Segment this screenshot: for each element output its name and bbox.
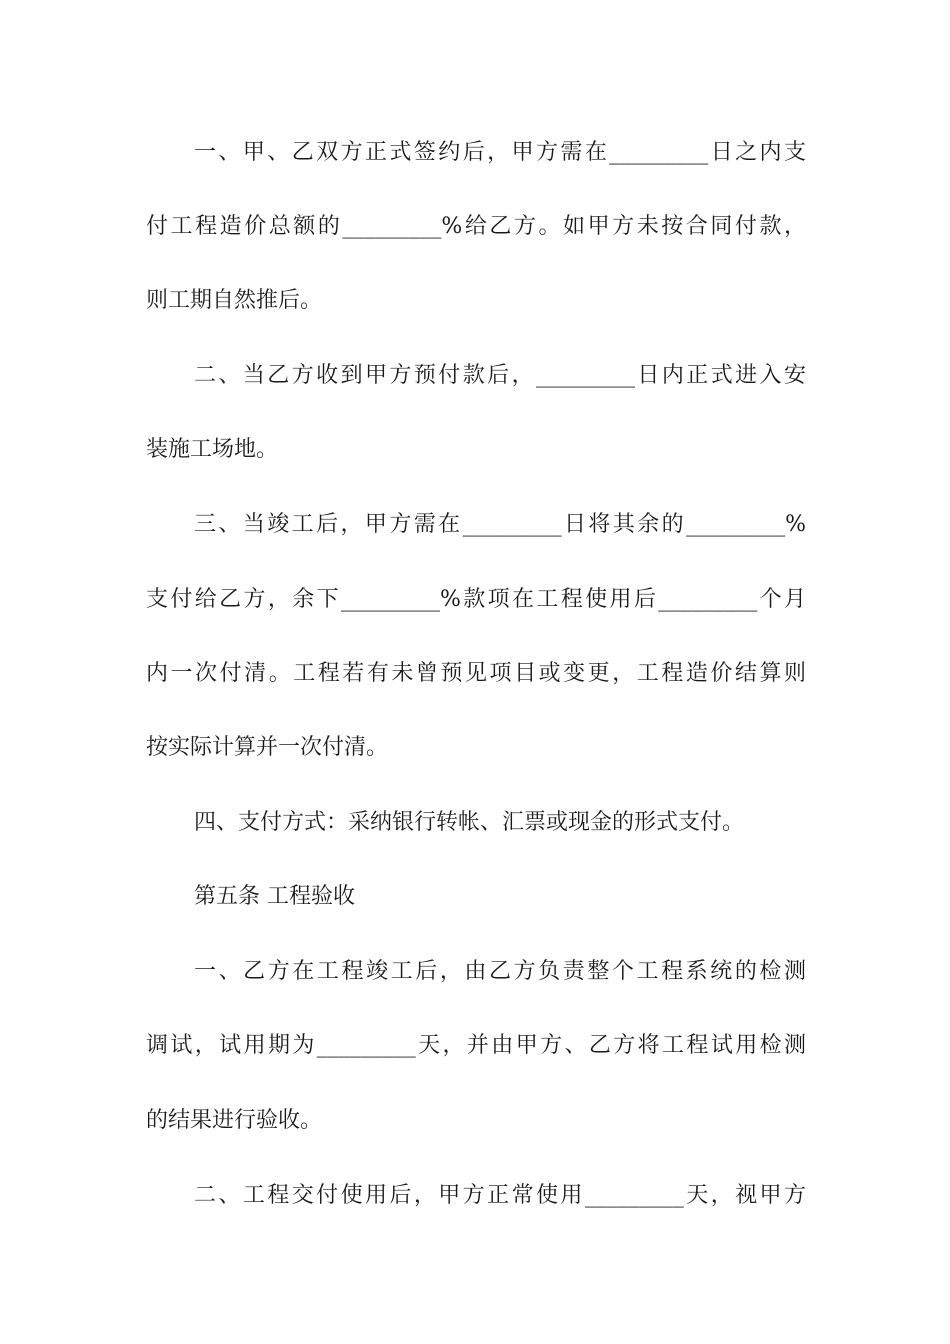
clause-1-line-1: 一、甲、乙双方正式签约后，甲方需在_________日之内支 bbox=[194, 140, 806, 165]
clause-2-line-1: 二、当乙方收到甲方预付款后，_________日内正式进入安 bbox=[194, 363, 806, 388]
clause-2-line-2: 装施工场地。 bbox=[146, 437, 279, 462]
clause-3-line-3: 内一次付清。工程若有未曾预见项目或变更，工程造价结算则 bbox=[146, 661, 806, 686]
acceptance-1-line-2: 调试，试用期为_________天，并由甲方、乙方将工程试用检测 bbox=[146, 1033, 806, 1058]
clause-3-line-1: 三、当竣工后，甲方需在_________日将其余的_________% bbox=[194, 512, 806, 537]
clause-3-line-2: 支付给乙方，余下_________%款项在工程使用后_________个月 bbox=[146, 587, 806, 612]
clause-3-line-4: 按实际计算并一次付清。 bbox=[146, 735, 389, 760]
acceptance-2-line-1: 二、工程交付使用后，甲方正常使用_________天，视甲方 bbox=[194, 1183, 806, 1208]
clause-1-line-2: 付工程造价总额的_________%给乙方。如甲方未按合同付款， bbox=[146, 214, 806, 239]
clause-1-line-3: 则工期自然推后。 bbox=[146, 288, 323, 313]
section-heading-acceptance: 第五条 工程验收 bbox=[194, 884, 355, 909]
acceptance-1-line-1: 一、乙方在工程竣工后，由乙方负责整个工程系统的检测 bbox=[194, 959, 806, 984]
acceptance-1-line-3: 的结果进行验收。 bbox=[146, 1108, 323, 1133]
clause-4-line-1: 四、支付方式：采纳银行转帐、汇票或现金的形式支付。 bbox=[194, 810, 745, 835]
